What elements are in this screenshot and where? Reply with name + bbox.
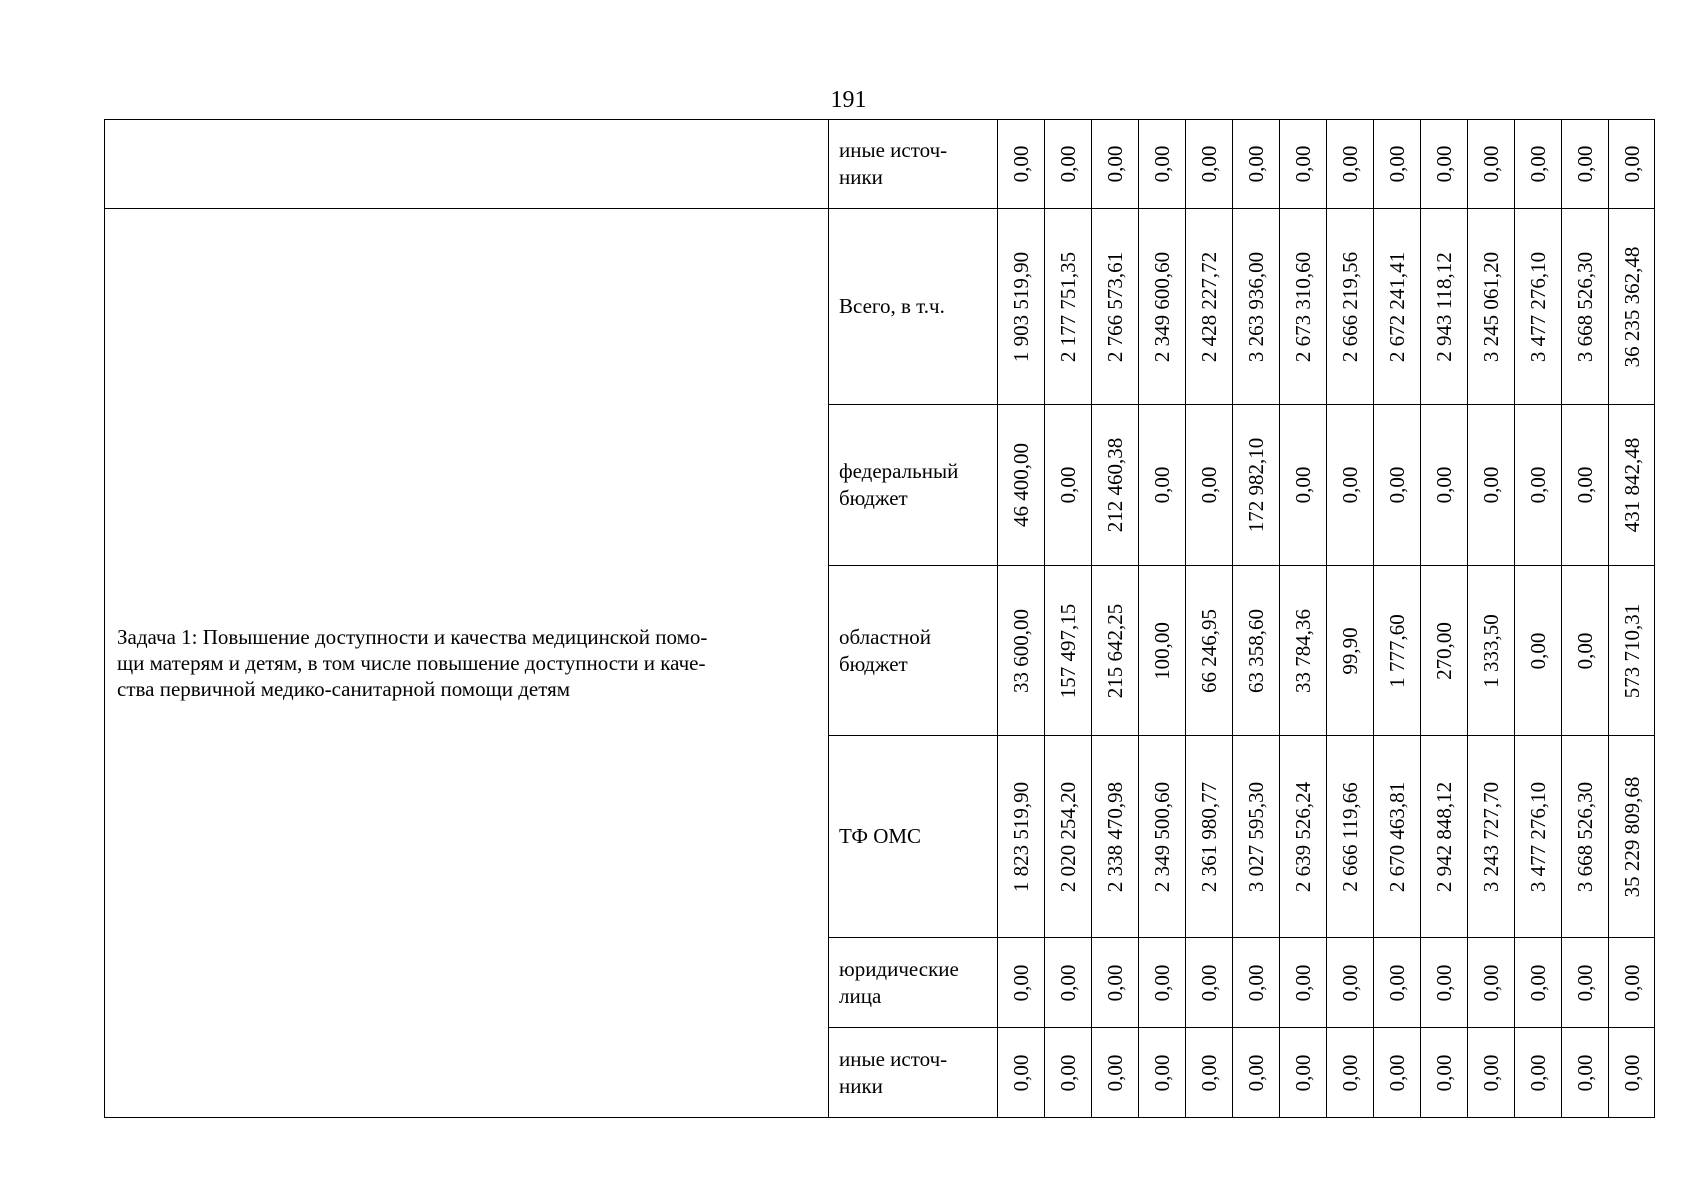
value-cell [1186, 566, 1233, 736]
value-cell [1092, 938, 1139, 1028]
value-text: 0,00 [1385, 466, 1409, 504]
value-text: 2 349 500,60 [1150, 781, 1174, 892]
value-cell [1327, 938, 1374, 1028]
value-cell [1374, 209, 1421, 405]
table-body [105, 120, 1655, 1118]
value-text: 0,00 [1526, 632, 1550, 669]
value-cell [998, 405, 1045, 566]
value-text: 573 710,31 [1619, 603, 1644, 698]
value-cell [1327, 209, 1374, 405]
value-cell [1609, 1028, 1655, 1118]
value-text: 2 338 470,98 [1103, 781, 1127, 892]
value-text: 0,00 [1573, 964, 1597, 1001]
value-text: 0,00 [1150, 1054, 1174, 1091]
value-cell [1468, 405, 1515, 566]
value-text: 0,00 [1009, 964, 1033, 1001]
value-cell [1515, 1028, 1562, 1118]
source-line: областной [839, 624, 931, 649]
value-text: 0,00 [1526, 964, 1550, 1001]
source-line: ники [839, 1073, 883, 1098]
value-cell [1468, 938, 1515, 1028]
value-cell [1468, 209, 1515, 405]
value-text: 100,00 [1150, 621, 1174, 680]
value-cell [1233, 736, 1280, 938]
value-cell [1515, 736, 1562, 938]
value-cell [1045, 120, 1092, 209]
value-text: 0,00 [1150, 964, 1174, 1001]
value-cell [1609, 736, 1655, 938]
value-text: 0,00 [1197, 466, 1221, 504]
value-cell [1374, 566, 1421, 736]
value-cell [998, 736, 1045, 938]
value-text: 0,00 [1432, 1054, 1456, 1091]
value-cell [1468, 566, 1515, 736]
value-cell [1421, 1028, 1468, 1118]
value-text: 0,00 [1103, 145, 1127, 183]
value-text: 0,00 [1432, 145, 1456, 183]
source-label-total [829, 209, 998, 405]
value-text: 270,00 [1432, 621, 1456, 680]
value-cell [1562, 566, 1609, 736]
empty-task-cell [105, 120, 829, 209]
value-text: 0,00 [1291, 1054, 1315, 1091]
value-text: 0,00 [1479, 466, 1503, 504]
value-cell [1280, 405, 1327, 566]
value-text: 33 600,00 [1009, 608, 1033, 693]
value-cell [1327, 736, 1374, 938]
value-cell [1468, 120, 1515, 209]
value-cell [1045, 209, 1092, 405]
value-text: 63 358,60 [1244, 608, 1268, 693]
value-cell [1609, 209, 1655, 405]
value-text: 0,00 [1291, 145, 1315, 183]
value-cell [1374, 120, 1421, 209]
value-cell [1092, 209, 1139, 405]
value-cell [1186, 209, 1233, 405]
value-text: 2 361 980,77 [1197, 781, 1221, 892]
value-cell [1562, 120, 1609, 209]
value-cell [1468, 1028, 1515, 1118]
value-text: 46 400,00 [1009, 443, 1033, 527]
value-cell [1280, 736, 1327, 938]
value-text: 1 903 519,90 [1009, 251, 1033, 362]
value-text: 431 842,48 [1619, 437, 1644, 533]
value-text: 0,00 [1385, 145, 1409, 183]
value-cell [1562, 736, 1609, 938]
value-text: 0,00 [1526, 1054, 1550, 1091]
value-cell [1421, 736, 1468, 938]
value-cell [1515, 566, 1562, 736]
value-cell [1139, 938, 1186, 1028]
value-text: 0,00 [1619, 964, 1644, 1001]
value-cell [1045, 736, 1092, 938]
source-line: Всего, в т.ч. [839, 294, 945, 318]
value-cell [1515, 209, 1562, 405]
value-text: 2 670 463,81 [1385, 781, 1409, 892]
source-label-legal-entities [829, 938, 998, 1028]
value-text: 0,00 [1244, 964, 1268, 1001]
value-text: 0,00 [1244, 1054, 1268, 1091]
value-text: 0,00 [1526, 145, 1550, 183]
value-cell [1045, 405, 1092, 566]
value-cell [1327, 405, 1374, 566]
value-text: 3 243 727,70 [1479, 781, 1503, 892]
value-cell [1139, 566, 1186, 736]
value-text: 215 642,25 [1103, 603, 1127, 698]
source-line: бюджет [839, 486, 908, 510]
value-cell [1327, 1028, 1374, 1118]
value-text: 66 246,95 [1197, 608, 1221, 693]
value-text: 0,00 [1009, 1054, 1033, 1091]
value-cell [1186, 120, 1233, 209]
value-cell [998, 1028, 1045, 1118]
value-text: 2 943 118,12 [1432, 251, 1456, 362]
value-text: 1 333,50 [1479, 613, 1503, 688]
task-line: Задача 1: Повышение доступности и качества медицинской помо- [117, 625, 708, 649]
value-cell [1045, 566, 1092, 736]
source-line: иные источ- [839, 138, 948, 162]
value-text: 212 460,38 [1103, 437, 1127, 533]
value-cell [1233, 209, 1280, 405]
value-cell [1374, 736, 1421, 938]
value-text: 2 428 227,72 [1197, 251, 1221, 362]
task-line: щи матерям и детям, в том числе повышение доступности и каче- [117, 651, 706, 675]
value-text: 0,00 [1103, 1054, 1127, 1091]
value-text: 0,00 [1056, 145, 1080, 183]
value-cell [998, 938, 1045, 1028]
value-cell [1421, 566, 1468, 736]
source-label-federal [829, 405, 998, 566]
value-text: 2 349 600,60 [1150, 251, 1174, 362]
value-text: 0,00 [1338, 1054, 1362, 1091]
value-cell [1374, 405, 1421, 566]
value-cell [1562, 938, 1609, 1028]
value-text: 2 672 241,41 [1385, 251, 1409, 362]
source-line: ТФ ОМС [839, 824, 922, 848]
value-text: 3 477 276,10 [1526, 781, 1550, 892]
source-line: бюджет [839, 651, 908, 676]
value-cell [1327, 120, 1374, 209]
value-text: 2 766 573,61 [1103, 251, 1127, 362]
value-cell [998, 566, 1045, 736]
source-line: федеральный [839, 459, 959, 483]
value-text: 0,00 [1244, 145, 1268, 183]
value-text: 0,00 [1056, 964, 1080, 1001]
value-cell [1139, 736, 1186, 938]
value-text: 0,00 [1197, 145, 1221, 183]
value-text: 0,00 [1385, 1054, 1409, 1091]
value-cell [1186, 405, 1233, 566]
value-text: 99,90 [1338, 626, 1362, 675]
value-text: 0,00 [1103, 964, 1127, 1001]
value-cell [1092, 120, 1139, 209]
value-cell [1233, 120, 1280, 209]
value-cell [1045, 938, 1092, 1028]
value-cell [1421, 938, 1468, 1028]
source-line: ники [839, 165, 883, 189]
value-cell [1421, 209, 1468, 405]
value-text: 0,00 [1573, 145, 1597, 183]
source-line: юридические [839, 956, 959, 981]
value-text: 0,00 [1338, 964, 1362, 1001]
value-cell [998, 120, 1045, 209]
value-text: 0,00 [1573, 1054, 1597, 1091]
value-text: 3 477 276,10 [1526, 251, 1550, 362]
value-cell [1139, 120, 1186, 209]
source-line: иные источ- [839, 1046, 948, 1071]
value-cell [1468, 736, 1515, 938]
value-cell [1139, 209, 1186, 405]
value-text: 36 235 362,48 [1619, 246, 1644, 367]
value-text: 0,00 [1056, 466, 1080, 504]
value-cell [1092, 1028, 1139, 1118]
value-text: 2 639 526,24 [1291, 781, 1315, 892]
value-cell [1233, 1028, 1280, 1118]
table-row-top-other-sources [105, 120, 1655, 209]
value-cell [1233, 405, 1280, 566]
value-text: 2 177 751,35 [1056, 251, 1080, 362]
value-cell [1374, 1028, 1421, 1118]
value-cell [1515, 120, 1562, 209]
value-cell [998, 209, 1045, 405]
value-cell [1515, 938, 1562, 1028]
task-line: ства первичной медико-санитарной помощи детям [117, 677, 571, 701]
value-cell [1609, 405, 1655, 566]
value-cell [1139, 1028, 1186, 1118]
value-cell [1280, 938, 1327, 1028]
table-row-total [105, 209, 1655, 405]
value-text: 0,00 [1479, 1054, 1503, 1091]
value-cell [1562, 209, 1609, 405]
value-cell [1562, 405, 1609, 566]
value-cell [1280, 566, 1327, 736]
value-cell [1609, 566, 1655, 736]
value-cell [1421, 120, 1468, 209]
value-cell [1421, 405, 1468, 566]
value-text: 3 263 936,00 [1244, 251, 1268, 362]
value-text: 2 666 119,66 [1338, 781, 1362, 892]
source-label-tfoms [829, 736, 998, 938]
value-text: 1 777,60 [1385, 613, 1409, 688]
value-text: 0,00 [1573, 632, 1597, 669]
value-text: 3 668 526,30 [1573, 251, 1597, 362]
value-cell [1186, 736, 1233, 938]
value-text: 0,00 [1291, 964, 1315, 1001]
value-text: 3 027 595,30 [1244, 781, 1268, 892]
funding-table [104, 119, 1655, 1118]
value-text: 0,00 [1479, 145, 1503, 183]
value-text: 0,00 [1197, 1054, 1221, 1091]
value-text: 0,00 [1150, 466, 1174, 504]
value-text: 33 784,36 [1291, 608, 1315, 693]
value-cell [1280, 209, 1327, 405]
value-cell [1139, 405, 1186, 566]
value-text: 0,00 [1385, 964, 1409, 1001]
value-text: 0,00 [1619, 1054, 1644, 1091]
value-text: 0,00 [1619, 145, 1644, 183]
value-text: 35 229 809,68 [1619, 776, 1644, 897]
value-cell [1186, 1028, 1233, 1118]
source-label-other-top [829, 120, 998, 209]
value-text: 3 245 061,20 [1479, 251, 1503, 362]
value-text: 3 668 526,30 [1573, 781, 1597, 892]
value-cell [1280, 120, 1327, 209]
value-text: 0,00 [1432, 466, 1456, 504]
value-text: 0,00 [1291, 466, 1315, 504]
value-cell [1280, 1028, 1327, 1118]
value-text: 2 020 254,20 [1056, 781, 1080, 892]
value-cell [1609, 938, 1655, 1028]
value-cell [1092, 566, 1139, 736]
value-cell [1609, 120, 1655, 209]
value-cell [1562, 1028, 1609, 1118]
value-text: 0,00 [1338, 466, 1362, 504]
source-label-other [829, 1028, 998, 1118]
value-text: 172 982,10 [1244, 437, 1268, 533]
page-number: 191 [830, 87, 867, 113]
value-text: 0,00 [1338, 145, 1362, 183]
value-text: 0,00 [1479, 964, 1503, 1001]
value-text: 0,00 [1526, 466, 1550, 504]
value-text: 0,00 [1197, 964, 1221, 1001]
value-cell [1515, 405, 1562, 566]
value-cell [1092, 405, 1139, 566]
value-text: 2 942 848,12 [1432, 781, 1456, 892]
value-text: 2 666 219,56 [1338, 251, 1362, 362]
task-description-cell [105, 209, 829, 1118]
value-text: 0,00 [1573, 466, 1597, 504]
value-cell [1186, 938, 1233, 1028]
value-text: 2 673 310,60 [1291, 251, 1315, 362]
value-text: 0,00 [1009, 145, 1033, 183]
source-label-regional [829, 566, 998, 736]
value-text: 0,00 [1150, 145, 1174, 183]
value-text: 0,00 [1056, 1054, 1080, 1091]
source-line: лица [839, 983, 882, 1008]
value-cell [1045, 1028, 1092, 1118]
value-cell [1092, 736, 1139, 938]
value-cell [1233, 566, 1280, 736]
value-text: 0,00 [1432, 964, 1456, 1001]
value-text: 157 497,15 [1056, 603, 1080, 698]
value-text: 1 823 519,90 [1009, 781, 1033, 892]
value-cell [1327, 566, 1374, 736]
value-cell [1233, 938, 1280, 1028]
value-cell [1374, 938, 1421, 1028]
